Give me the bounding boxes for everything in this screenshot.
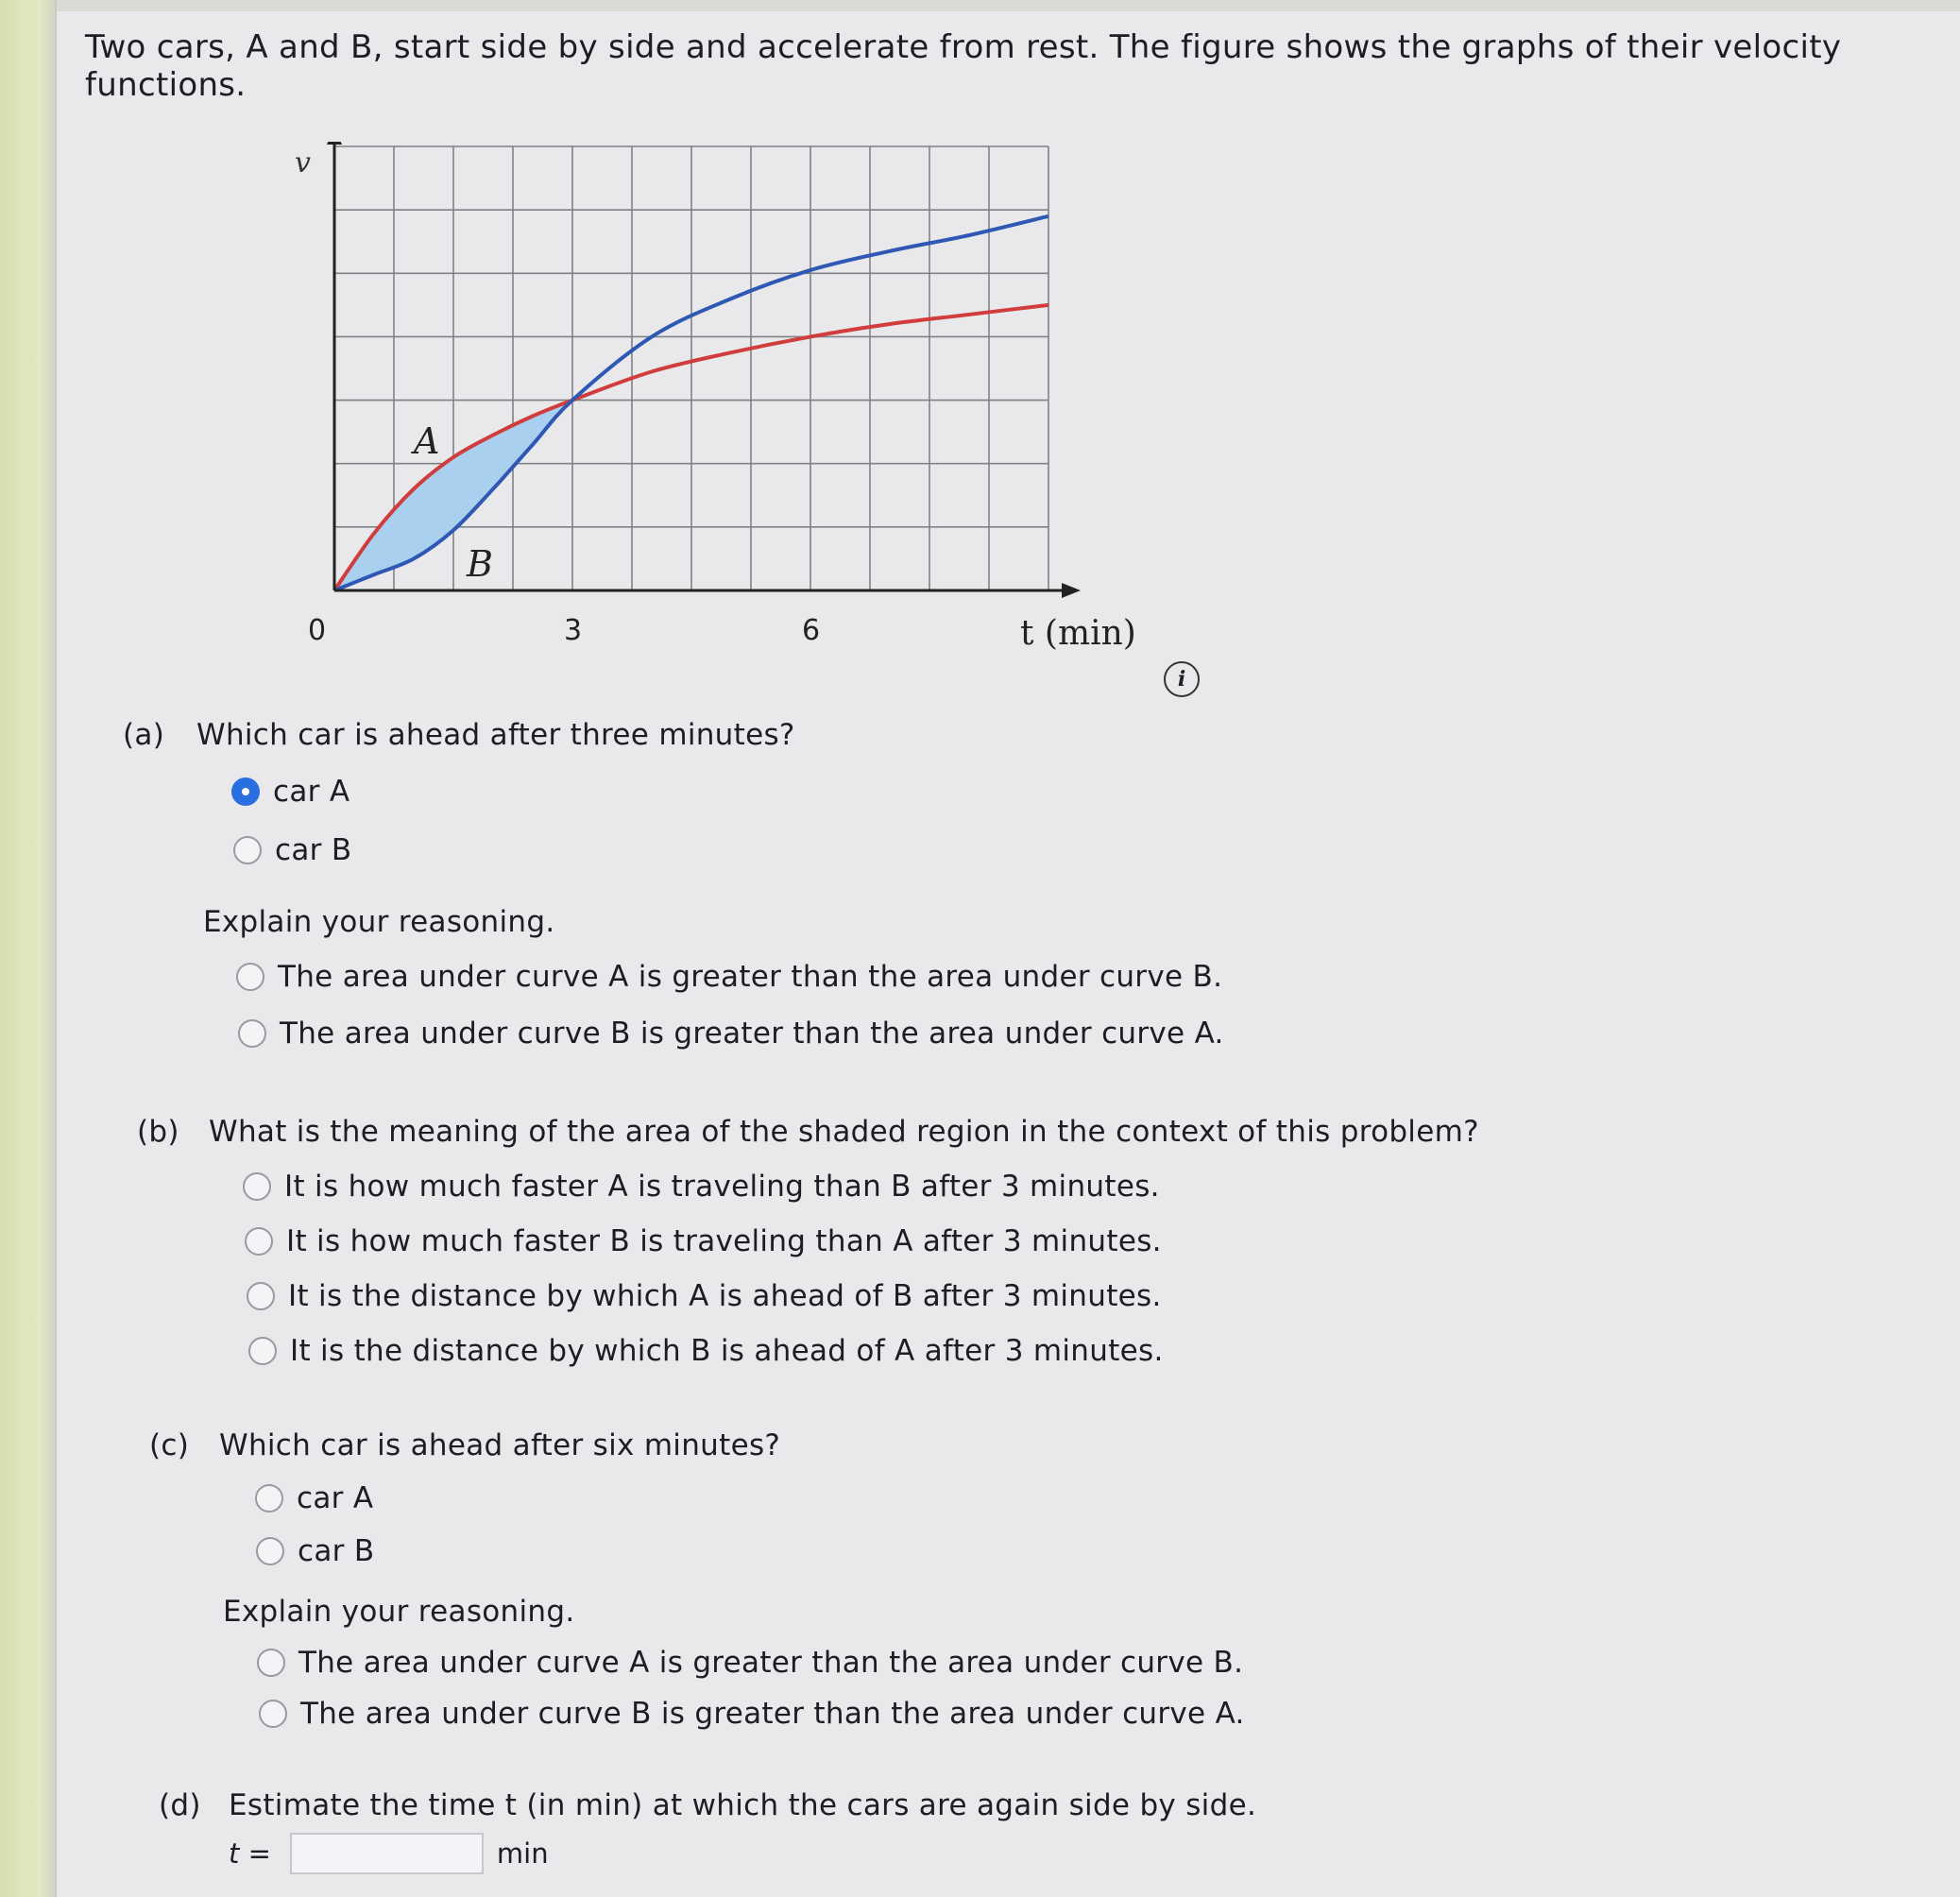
option-label: The area under curve A is greater than the area under curve B. xyxy=(278,960,1223,994)
part-b-option-1[interactable] xyxy=(243,1170,1160,1204)
option-label: The area under curve A is greater than the area under curve B. xyxy=(298,1646,1244,1680)
option-label: car B xyxy=(275,833,352,867)
part-c-question: Which car is ahead after six minutes? xyxy=(219,1428,781,1462)
radio-icon[interactable] xyxy=(259,1700,287,1728)
part-b-option-4[interactable] xyxy=(248,1334,1164,1368)
option-label: car A xyxy=(273,775,350,809)
part-a-question: Which car is ahead after three minutes? xyxy=(196,718,795,752)
part-c-option-car-b[interactable] xyxy=(256,1534,374,1568)
radio-icon[interactable] xyxy=(236,963,264,991)
part-a-label: (a) xyxy=(123,718,165,752)
info-icon[interactable]: i xyxy=(1164,661,1200,697)
part-b-label: (b) xyxy=(137,1115,179,1149)
part-c-label: (c) xyxy=(149,1428,190,1462)
part-b-option-2[interactable] xyxy=(245,1224,1162,1258)
part-a-explain-option-2[interactable] xyxy=(238,1017,1224,1051)
part-c-explain-option-1[interactable] xyxy=(257,1646,1243,1680)
part-a-explain-option-1[interactable] xyxy=(236,960,1222,994)
x-tick-labels xyxy=(308,614,820,647)
option-label: It is how much faster B is traveling than A after 3 minutes. xyxy=(286,1224,1162,1258)
option-label: It is the distance by which B is ahead of A after 3 minutes. xyxy=(290,1334,1164,1368)
option-label: car B xyxy=(298,1534,375,1568)
velocity-chart xyxy=(274,142,1162,671)
part-b-option-3[interactable] xyxy=(247,1279,1162,1313)
answer-t-input[interactable] xyxy=(290,1833,484,1874)
problem-intro: Two cars, A and B, start side by side and accelerate from rest. The figure shows the graphs of their velocity functions. xyxy=(85,28,1842,104)
part-a-option-car-a[interactable] xyxy=(231,775,349,809)
radio-selected-icon[interactable] xyxy=(231,778,260,806)
curve-a-label: A xyxy=(414,420,440,462)
part-c-explain-label: Explain your reasoning. xyxy=(223,1595,575,1629)
radio-icon[interactable] xyxy=(248,1337,277,1365)
x-tick-label: 0 xyxy=(308,614,327,647)
top-edge xyxy=(0,0,1960,11)
x-tick-label: 6 xyxy=(802,614,821,647)
radio-icon[interactable] xyxy=(247,1282,275,1310)
part-b-question: What is the meaning of the area of the shaded region in the context of this problem? xyxy=(209,1115,1479,1149)
answer-t-label: t = xyxy=(229,1837,271,1870)
radio-icon[interactable] xyxy=(257,1649,285,1677)
x-axis-label: t (min) xyxy=(1020,614,1136,653)
option-label: The area under curve B is greater than the area under curve A. xyxy=(300,1697,1245,1731)
x-tick-label: 3 xyxy=(564,614,583,647)
option-label: The area under curve B is greater than the area under curve A. xyxy=(280,1017,1224,1051)
radio-icon[interactable] xyxy=(243,1172,271,1201)
option-label: car A xyxy=(297,1481,374,1515)
part-c-explain-option-2[interactable] xyxy=(259,1697,1245,1731)
part-a-option-car-b[interactable] xyxy=(233,833,351,867)
radio-icon[interactable] xyxy=(245,1227,273,1256)
x-axis-arrow xyxy=(1062,583,1081,598)
y-axis-label: v xyxy=(295,146,311,179)
radio-icon[interactable] xyxy=(238,1019,266,1048)
radio-icon[interactable] xyxy=(255,1484,283,1512)
radio-icon[interactable] xyxy=(256,1537,284,1565)
radio-icon[interactable] xyxy=(233,836,262,864)
y-axis-arrow xyxy=(327,142,342,145)
left-strip xyxy=(0,0,55,1897)
part-a-explain-label: Explain your reasoning. xyxy=(203,905,555,939)
option-label: It is the distance by which A is ahead of B after 3 minutes. xyxy=(288,1279,1162,1313)
part-d-question: Estimate the time t (in min) at which the cars are again side by side. xyxy=(229,1788,1257,1822)
part-c-option-car-a[interactable] xyxy=(255,1481,373,1515)
answer-unit: min xyxy=(496,1837,549,1870)
part-d-label: (d) xyxy=(159,1788,201,1822)
part-d-answer-row xyxy=(229,1833,549,1874)
curve-b-label: B xyxy=(467,543,493,585)
content-border xyxy=(55,0,57,1897)
option-label: It is how much faster A is traveling than B after 3 minutes. xyxy=(284,1170,1160,1204)
